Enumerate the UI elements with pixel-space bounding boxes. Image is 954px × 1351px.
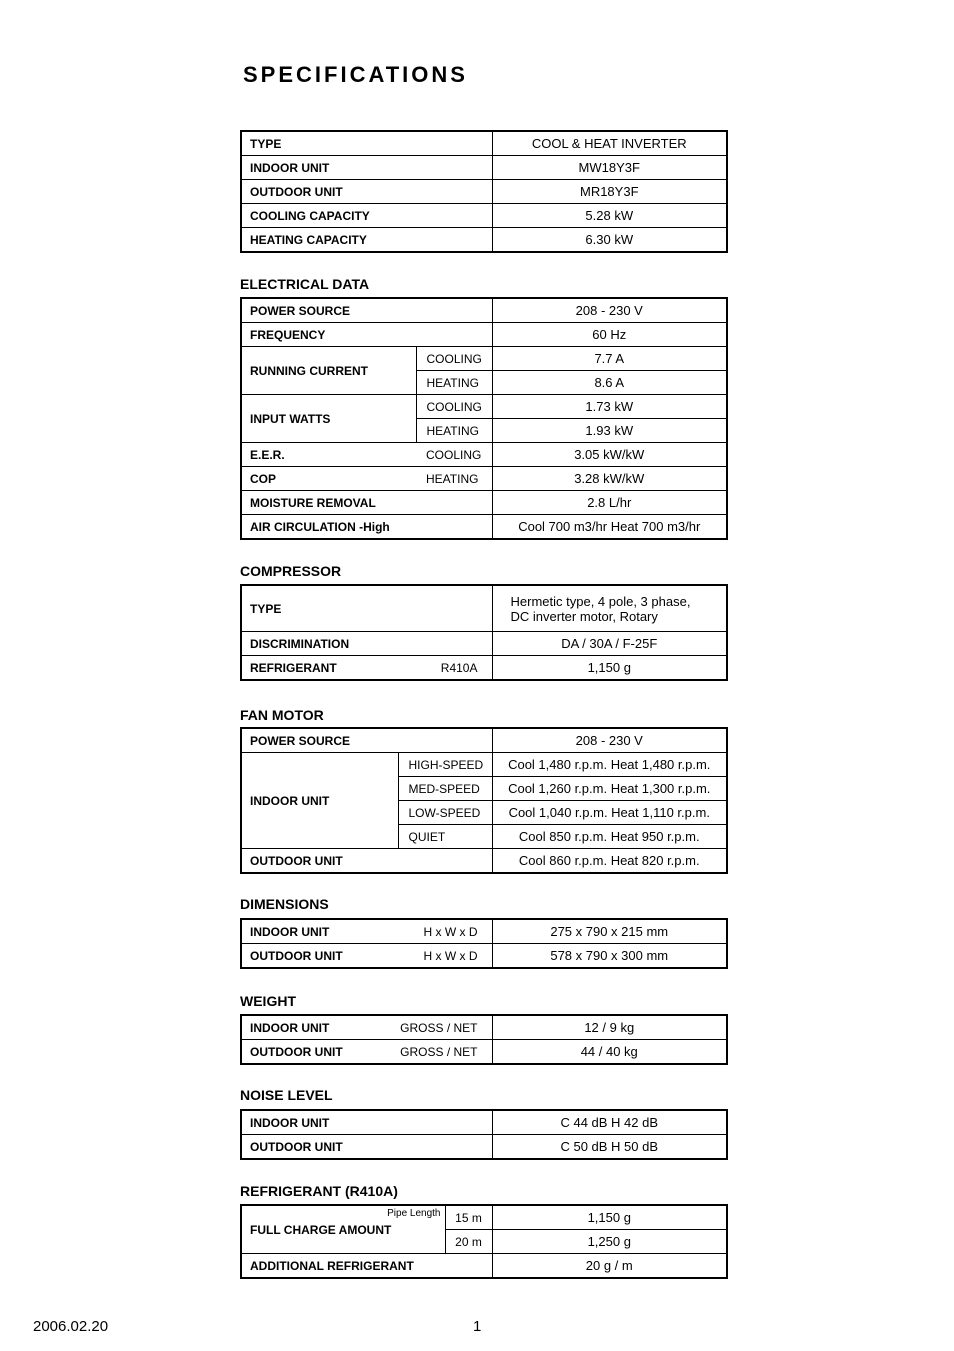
row-value: 60 Hz	[492, 323, 727, 347]
mode-label: HEATING	[416, 419, 492, 443]
table-row	[241, 1205, 727, 1230]
table-row	[241, 228, 727, 253]
electrical-data-table	[240, 297, 728, 540]
row-value: DA / 30A / F-25F	[492, 632, 727, 656]
speed-label: LOW-SPEED	[398, 801, 492, 825]
row-label: COP	[241, 467, 416, 491]
page-number: 1	[473, 1318, 482, 1335]
table-row	[241, 156, 727, 180]
row-label: TYPE	[241, 585, 492, 632]
row-label	[241, 656, 492, 681]
compressor-type-line2: DC inverter motor, Rotary	[510, 608, 658, 624]
table-row	[241, 753, 727, 777]
row-value: 1.73 kW	[492, 395, 727, 419]
pipe-length: 20 m	[445, 1230, 492, 1254]
label-sub: R410A	[440, 660, 478, 675]
row-value: COOL & HEAT INVERTER	[492, 131, 727, 156]
mode-label: HEATING	[416, 371, 492, 395]
row-value: Cool 860 r.p.m. Heat 820 r.p.m.	[492, 849, 727, 874]
row-value: 1.93 kW	[492, 419, 727, 443]
weight-table	[240, 1014, 728, 1065]
section-heading-weight: WEIGHT	[240, 993, 296, 1009]
section-heading-fan-motor: FAN MOTOR	[240, 707, 324, 723]
table-row	[241, 491, 727, 515]
row-value: 6.30 kW	[492, 228, 727, 253]
row-value: 44 / 40 kg	[492, 1040, 727, 1065]
row-value: 3.28 kW/kW	[492, 467, 727, 491]
table-row	[241, 1254, 727, 1279]
label-sub: H x W x D	[423, 948, 478, 963]
row-label: ADDITIONAL REFRIGERANT	[241, 1254, 492, 1279]
compressor-table	[240, 584, 728, 681]
row-value: 208 - 230 V	[492, 298, 727, 323]
table-row	[241, 919, 727, 944]
row-value: C 44 dB H 42 dB	[492, 1110, 727, 1135]
row-label	[241, 919, 492, 944]
speed-label: QUIET	[398, 825, 492, 849]
footer-date: 2006.02.20	[33, 1318, 109, 1335]
speed-label: MED-SPEED	[398, 777, 492, 801]
label-sub: GROSS / NET	[400, 1020, 478, 1035]
row-value: 8.6 A	[492, 371, 727, 395]
table-row	[241, 131, 727, 156]
row-value: 20 g / m	[492, 1254, 727, 1279]
table-row	[241, 515, 727, 540]
row-value: Cool 1,260 r.p.m. Heat 1,300 r.p.m.	[492, 777, 727, 801]
row-value: 7.7 A	[492, 347, 727, 371]
label-text: OUTDOOR UNIT	[250, 1044, 343, 1059]
noise-table	[240, 1109, 728, 1160]
row-label	[241, 1040, 492, 1065]
dimensions-table	[240, 918, 728, 969]
table-row	[241, 395, 727, 419]
row-label: COOLING CAPACITY	[241, 204, 492, 228]
row-value: Cool 700 m3/hr Heat 700 m3/hr	[492, 515, 727, 540]
row-label: AIR CIRCULATION -High	[241, 515, 492, 540]
label-sub: H x W x D	[423, 924, 478, 939]
table-row	[241, 467, 727, 491]
row-label	[241, 1205, 445, 1254]
table-row	[241, 204, 727, 228]
table-row	[241, 298, 727, 323]
label-text: REFRIGERANT	[250, 660, 337, 675]
row-label: RUNNING CURRENT	[241, 347, 416, 395]
row-value: 1,150 g	[492, 656, 727, 681]
row-label: DISCRIMINATION	[241, 632, 492, 656]
mode-label: HEATING	[416, 467, 492, 491]
table-row	[241, 323, 727, 347]
label-text: INDOOR UNIT	[250, 1020, 330, 1035]
fan-motor-table	[240, 727, 728, 874]
row-label: TYPE	[241, 131, 492, 156]
row-value: 5.28 kW	[492, 204, 727, 228]
section-heading-compressor: COMPRESSOR	[240, 563, 342, 579]
row-label	[241, 1015, 492, 1040]
table-row	[241, 585, 727, 632]
row-value: MW18Y3F	[492, 156, 727, 180]
row-value: 275 x 790 x 215 mm	[492, 919, 727, 944]
table-row	[241, 443, 727, 467]
row-value	[492, 585, 727, 632]
table-row	[241, 1040, 727, 1065]
row-value: 2.8 L/hr	[492, 491, 727, 515]
label-text: OUTDOOR UNIT	[250, 948, 343, 963]
row-value: 208 - 230 V	[492, 728, 727, 753]
row-label: MOISTURE REMOVAL	[241, 491, 492, 515]
row-label	[241, 944, 492, 969]
general-spec-table	[240, 130, 728, 253]
row-label: FREQUENCY	[241, 323, 492, 347]
row-label: INDOOR UNIT	[241, 156, 492, 180]
row-label: OUTDOOR UNIT	[241, 1135, 492, 1160]
table-row	[241, 656, 727, 681]
row-value: Cool 1,480 r.p.m. Heat 1,480 r.p.m.	[492, 753, 727, 777]
table-row	[241, 347, 727, 371]
pipe-length-label: Pipe Length	[387, 1208, 441, 1219]
section-heading-noise: NOISE LEVEL	[240, 1087, 333, 1103]
row-value: 1,150 g	[492, 1205, 727, 1230]
row-label: INPUT WATTS	[241, 395, 416, 443]
row-value: 3.05 kW/kW	[492, 443, 727, 467]
table-row	[241, 944, 727, 969]
row-value: Cool 1,040 r.p.m. Heat 1,110 r.p.m.	[492, 801, 727, 825]
row-value: 578 x 790 x 300 mm	[492, 944, 727, 969]
mode-label: COOLING	[416, 443, 492, 467]
mode-label: COOLING	[416, 395, 492, 419]
row-label: POWER SOURCE	[241, 728, 492, 753]
page-title: SPECIFICATIONS	[243, 62, 468, 87]
speed-label: HIGH-SPEED	[398, 753, 492, 777]
section-heading-refrigerant: REFRIGERANT (R410A)	[240, 1183, 398, 1199]
label-sub: GROSS / NET	[400, 1044, 478, 1059]
row-value: Cool 850 r.p.m. Heat 950 r.p.m.	[492, 825, 727, 849]
row-label: OUTDOOR UNIT	[241, 849, 492, 874]
section-heading-electrical: ELECTRICAL DATA	[240, 276, 370, 292]
mode-label: COOLING	[416, 347, 492, 371]
label-text: FULL CHARGE AMOUNT	[250, 1222, 392, 1237]
table-row	[241, 849, 727, 874]
refrigerant-table	[240, 1204, 728, 1279]
section-heading-dimensions: DIMENSIONS	[240, 896, 329, 912]
row-label: INDOOR UNIT	[241, 753, 398, 849]
row-label: HEATING CAPACITY	[241, 228, 492, 253]
row-label: OUTDOOR UNIT	[241, 180, 492, 204]
row-value: 1,250 g	[492, 1230, 727, 1254]
row-label: POWER SOURCE	[241, 298, 492, 323]
row-label: INDOOR UNIT	[241, 1110, 492, 1135]
table-row	[241, 632, 727, 656]
label-text: INDOOR UNIT	[250, 924, 330, 939]
row-value: 12 / 9 kg	[492, 1015, 727, 1040]
table-row	[241, 1110, 727, 1135]
table-row	[241, 180, 727, 204]
compressor-type-line1: Hermetic type, 4 pole, 3 phase,	[510, 593, 691, 609]
pipe-length: 15 m	[445, 1205, 492, 1230]
row-label: E.E.R.	[241, 443, 416, 467]
table-row	[241, 728, 727, 753]
row-value: C 50 dB H 50 dB	[492, 1135, 727, 1160]
row-value: MR18Y3F	[492, 180, 727, 204]
table-row	[241, 1135, 727, 1160]
table-row	[241, 1015, 727, 1040]
